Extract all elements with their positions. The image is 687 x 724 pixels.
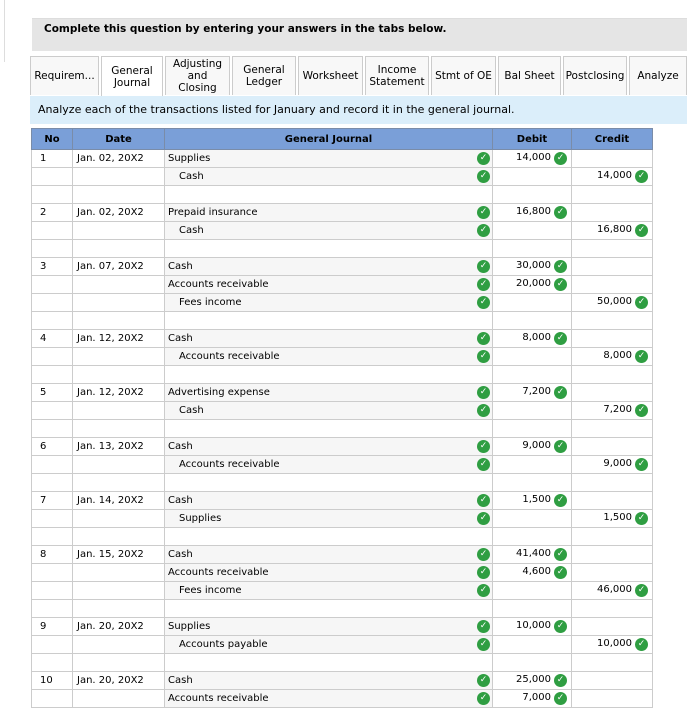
- spacer-cell: [73, 654, 165, 672]
- entry-date: [73, 402, 165, 420]
- account-cell[interactable]: [165, 276, 493, 294]
- account-name: Cash: [168, 549, 193, 560]
- debit-amount: 4,600: [522, 566, 551, 577]
- account-name: Fees income: [179, 297, 242, 308]
- check-circle-icon: ✓: [554, 278, 567, 291]
- spacer-cell: [572, 474, 653, 492]
- debit-amount: 41,400: [516, 548, 551, 559]
- tab-stmt-of-oe[interactable]: Stmt of OE: [431, 56, 496, 95]
- table-row: [32, 546, 653, 564]
- spacer-cell: [493, 186, 572, 204]
- spacer-cell: [493, 240, 572, 258]
- account-name: Cash: [179, 171, 204, 182]
- check-circle-icon: ✓: [635, 404, 648, 417]
- check-circle-icon: ✓: [635, 458, 648, 471]
- credit-cell[interactable]: [572, 276, 653, 294]
- check-circle-icon: ✓: [554, 260, 567, 273]
- account-cell[interactable]: [165, 672, 493, 690]
- account-name: Prepaid insurance: [168, 207, 258, 218]
- credit-amount: 14,000: [597, 170, 632, 181]
- table-row: [32, 456, 653, 474]
- spacer-cell: [165, 474, 493, 492]
- entry-number: 2: [32, 204, 73, 222]
- table-row: [32, 438, 653, 456]
- debit-amount: 14,000: [516, 152, 551, 163]
- tab-analyze[interactable]: Analyze: [629, 56, 687, 95]
- entry-number: [32, 690, 73, 708]
- debit-amount: 16,800: [516, 206, 551, 217]
- tab-general-ledger[interactable]: General Ledger: [232, 56, 296, 95]
- check-circle-icon: ✓: [477, 278, 490, 291]
- credit-cell[interactable]: [572, 438, 653, 456]
- check-circle-icon: ✓: [477, 494, 490, 507]
- account-cell[interactable]: [165, 546, 493, 564]
- spacer-cell: [493, 474, 572, 492]
- entry-number: [32, 168, 73, 186]
- account-cell[interactable]: [165, 168, 493, 186]
- spacer-cell: [165, 312, 493, 330]
- check-circle-icon: ✓: [554, 206, 567, 219]
- debit-cell[interactable]: [493, 492, 572, 510]
- check-circle-icon: ✓: [635, 350, 648, 363]
- entry-number: [32, 456, 73, 474]
- entry-number: [32, 402, 73, 420]
- credit-amount: 50,000: [597, 296, 632, 307]
- entry-date: Jan. 20, 20X2: [73, 618, 165, 636]
- entry-number: [32, 582, 73, 600]
- account-cell[interactable]: [165, 258, 493, 276]
- entry-date: [73, 168, 165, 186]
- account-name: Cash: [168, 675, 193, 686]
- tab-income-statement[interactable]: Income Statement: [365, 56, 429, 95]
- spacer-cell: [572, 600, 653, 618]
- debit-amount: 20,000: [516, 278, 551, 289]
- spacer-cell: [572, 366, 653, 384]
- check-circle-icon: ✓: [554, 386, 567, 399]
- debit-amount: 7,200: [522, 386, 551, 397]
- spacer-cell: [165, 240, 493, 258]
- entry-number: 5: [32, 384, 73, 402]
- table-row: [32, 348, 653, 366]
- debit-cell[interactable]: [493, 150, 572, 168]
- credit-cell[interactable]: [572, 204, 653, 222]
- tab-requirements[interactable]: Requirem...: [30, 56, 99, 95]
- check-circle-icon: ✓: [477, 404, 490, 417]
- table-row: [32, 384, 653, 402]
- entry-number: [32, 222, 73, 240]
- debit-cell[interactable]: [493, 402, 572, 420]
- debit-cell[interactable]: [493, 348, 572, 366]
- debit-cell[interactable]: [493, 168, 572, 186]
- account-cell[interactable]: [165, 564, 493, 582]
- debit-cell[interactable]: [493, 276, 572, 294]
- table-row: [32, 204, 653, 222]
- account-cell[interactable]: [165, 294, 493, 312]
- spacer-cell: [32, 312, 73, 330]
- entry-number: 10: [32, 672, 73, 690]
- debit-amount: 30,000: [516, 260, 551, 271]
- table-row: [32, 672, 653, 690]
- spacer-cell: [493, 312, 572, 330]
- check-circle-icon: ✓: [554, 566, 567, 579]
- table-row: [32, 294, 653, 312]
- account-cell[interactable]: [165, 582, 493, 600]
- credit-cell[interactable]: [572, 456, 653, 474]
- question-banner: [32, 18, 687, 51]
- spacer-row: [32, 474, 653, 492]
- credit-cell[interactable]: [572, 546, 653, 564]
- tab-adjusting-closing[interactable]: Adjusting and Closing: [165, 56, 230, 95]
- spacer-cell: [73, 420, 165, 438]
- spacer-row: [32, 420, 653, 438]
- debit-amount: 8,000: [522, 332, 551, 343]
- credit-amount: 46,000: [597, 584, 632, 595]
- check-circle-icon: ✓: [477, 224, 490, 237]
- tab-worksheet[interactable]: Worksheet: [298, 56, 363, 95]
- spacer-cell: [572, 528, 653, 546]
- credit-cell[interactable]: [572, 492, 653, 510]
- check-circle-icon: ✓: [477, 566, 490, 579]
- debit-cell[interactable]: [493, 582, 572, 600]
- entry-number: 9: [32, 618, 73, 636]
- check-circle-icon: ✓: [477, 170, 490, 183]
- check-circle-icon: ✓: [635, 224, 648, 237]
- debit-cell[interactable]: [493, 222, 572, 240]
- credit-cell[interactable]: [572, 294, 653, 312]
- entry-number: 7: [32, 492, 73, 510]
- account-name: Accounts receivable: [179, 459, 280, 470]
- debit-cell[interactable]: [493, 258, 572, 276]
- check-circle-icon: ✓: [477, 692, 490, 705]
- check-circle-icon: ✓: [477, 674, 490, 687]
- credit-cell[interactable]: [572, 690, 653, 708]
- credit-amount: 1,500: [603, 512, 632, 523]
- account-name: Cash: [168, 261, 193, 272]
- check-circle-icon: ✓: [635, 638, 648, 651]
- account-cell[interactable]: [165, 348, 493, 366]
- account-name: Advertising expense: [168, 387, 270, 398]
- entry-number: [32, 636, 73, 654]
- entry-number: [32, 348, 73, 366]
- debit-cell[interactable]: [493, 204, 572, 222]
- table-row: [32, 492, 653, 510]
- account-cell[interactable]: [165, 510, 493, 528]
- check-circle-icon: ✓: [477, 458, 490, 471]
- check-circle-icon: ✓: [635, 512, 648, 525]
- credit-cell[interactable]: [572, 222, 653, 240]
- spacer-row: [32, 654, 653, 672]
- left-frame-edge: [0, 0, 5, 62]
- credit-cell[interactable]: [572, 150, 653, 168]
- entry-number: 6: [32, 438, 73, 456]
- credit-amount: 8,000: [603, 350, 632, 361]
- check-circle-icon: ✓: [477, 206, 490, 219]
- check-circle-icon: ✓: [554, 440, 567, 453]
- spacer-cell: [32, 366, 73, 384]
- entry-date: Jan. 02, 20X2: [73, 150, 165, 168]
- header-no: No: [32, 129, 73, 150]
- spacer-cell: [493, 366, 572, 384]
- debit-amount: 9,000: [522, 440, 551, 451]
- account-cell[interactable]: [165, 492, 493, 510]
- debit-cell[interactable]: [493, 456, 572, 474]
- account-cell[interactable]: [165, 636, 493, 654]
- account-name: Cash: [179, 225, 204, 236]
- check-circle-icon: ✓: [477, 260, 490, 273]
- account-name: Cash: [168, 333, 193, 344]
- check-circle-icon: ✓: [477, 620, 490, 633]
- account-cell[interactable]: [165, 384, 493, 402]
- check-circle-icon: ✓: [554, 548, 567, 561]
- general-journal-table: [31, 128, 653, 708]
- account-cell[interactable]: [165, 150, 493, 168]
- table-row: [32, 690, 653, 708]
- spacer-cell: [165, 528, 493, 546]
- account-cell[interactable]: [165, 456, 493, 474]
- debit-amount: 25,000: [516, 674, 551, 685]
- debit-cell[interactable]: [493, 294, 572, 312]
- account-name: Supplies: [168, 621, 211, 632]
- account-name: Accounts receivable: [168, 279, 269, 290]
- check-circle-icon: ✓: [554, 332, 567, 345]
- spacer-row: [32, 240, 653, 258]
- credit-cell[interactable]: [572, 330, 653, 348]
- debit-cell[interactable]: [493, 546, 572, 564]
- entry-number: [32, 564, 73, 582]
- spacer-cell: [572, 420, 653, 438]
- account-cell[interactable]: [165, 330, 493, 348]
- entry-date: [73, 276, 165, 294]
- account-name: Accounts payable: [179, 639, 268, 650]
- spacer-cell: [73, 186, 165, 204]
- entry-number: [32, 294, 73, 312]
- check-circle-icon: ✓: [554, 620, 567, 633]
- table-row: [32, 150, 653, 168]
- entry-date: [73, 510, 165, 528]
- account-name: Supplies: [179, 513, 222, 524]
- entry-number: 3: [32, 258, 73, 276]
- debit-cell[interactable]: [493, 564, 572, 582]
- account-name: Accounts receivable: [168, 567, 269, 578]
- banner-text: Complete this question by entering your answers in the tabs below.: [44, 23, 447, 35]
- entry-number: [32, 276, 73, 294]
- table-row: [32, 636, 653, 654]
- check-circle-icon: ✓: [554, 152, 567, 165]
- entry-date: Jan. 12, 20X2: [73, 384, 165, 402]
- entry-date: [73, 582, 165, 600]
- spacer-cell: [32, 186, 73, 204]
- check-circle-icon: ✓: [477, 584, 490, 597]
- entry-date: [73, 222, 165, 240]
- spacer-cell: [493, 420, 572, 438]
- spacer-cell: [73, 240, 165, 258]
- header-date: Date: [73, 129, 165, 150]
- entry-date: [73, 564, 165, 582]
- credit-cell[interactable]: [572, 168, 653, 186]
- spacer-cell: [165, 654, 493, 672]
- entry-date: Jan. 12, 20X2: [73, 330, 165, 348]
- account-cell[interactable]: [165, 690, 493, 708]
- entry-date: [73, 348, 165, 366]
- spacer-row: [32, 528, 653, 546]
- entry-date: [73, 456, 165, 474]
- table-header-row: [32, 129, 653, 150]
- account-cell[interactable]: [165, 402, 493, 420]
- entry-number: 4: [32, 330, 73, 348]
- account-cell[interactable]: [165, 618, 493, 636]
- debit-cell[interactable]: [493, 384, 572, 402]
- credit-cell[interactable]: [572, 384, 653, 402]
- spacer-cell: [73, 528, 165, 546]
- debit-amount: 10,000: [516, 620, 551, 631]
- spacer-cell: [572, 312, 653, 330]
- spacer-cell: [165, 600, 493, 618]
- debit-cell[interactable]: [493, 690, 572, 708]
- table-row: [32, 510, 653, 528]
- spacer-row: [32, 186, 653, 204]
- tab-bal-sheet[interactable]: Bal Sheet: [498, 56, 561, 95]
- spacer-cell: [73, 600, 165, 618]
- credit-amount: 9,000: [603, 458, 632, 469]
- journal-body: [32, 150, 653, 708]
- table-row: [32, 258, 653, 276]
- credit-amount: 10,000: [597, 638, 632, 649]
- entry-number: [32, 510, 73, 528]
- spacer-cell: [493, 528, 572, 546]
- credit-cell[interactable]: [572, 618, 653, 636]
- debit-cell[interactable]: [493, 438, 572, 456]
- spacer-cell: [165, 186, 493, 204]
- instruction-bar: [30, 96, 687, 124]
- credit-cell[interactable]: [572, 564, 653, 582]
- debit-amount: 1,500: [522, 494, 551, 505]
- debit-cell[interactable]: [493, 672, 572, 690]
- header-credit: Credit: [572, 129, 653, 150]
- check-circle-icon: ✓: [477, 296, 490, 309]
- check-circle-icon: ✓: [477, 386, 490, 399]
- table-row: [32, 276, 653, 294]
- spacer-cell: [32, 240, 73, 258]
- entry-date: [73, 690, 165, 708]
- spacer-cell: [32, 528, 73, 546]
- account-cell[interactable]: [165, 438, 493, 456]
- entry-number: 8: [32, 546, 73, 564]
- spacer-row: [32, 312, 653, 330]
- account-name: Accounts receivable: [179, 351, 280, 362]
- check-circle-icon: ✓: [477, 638, 490, 651]
- instruction-text: Analyze each of the transactions listed for January and record it in the general journal.: [38, 103, 515, 116]
- tab-postclosing[interactable]: Postclosing: [563, 56, 627, 95]
- spacer-cell: [32, 654, 73, 672]
- account-name: Accounts receivable: [168, 693, 269, 704]
- check-circle-icon: ✓: [477, 350, 490, 363]
- credit-cell[interactable]: [572, 348, 653, 366]
- account-name: Cash: [179, 405, 204, 416]
- table-row: [32, 168, 653, 186]
- spacer-cell: [73, 474, 165, 492]
- account-name: Cash: [168, 441, 193, 452]
- account-cell[interactable]: [165, 204, 493, 222]
- account-name: Cash: [168, 495, 193, 506]
- entry-date: Jan. 13, 20X2: [73, 438, 165, 456]
- entry-date: [73, 294, 165, 312]
- check-circle-icon: ✓: [554, 692, 567, 705]
- credit-cell[interactable]: [572, 510, 653, 528]
- entry-date: Jan. 20, 20X2: [73, 672, 165, 690]
- check-circle-icon: ✓: [554, 494, 567, 507]
- spacer-cell: [73, 312, 165, 330]
- credit-cell[interactable]: [572, 636, 653, 654]
- account-cell[interactable]: [165, 222, 493, 240]
- check-circle-icon: ✓: [477, 440, 490, 453]
- spacer-cell: [572, 654, 653, 672]
- credit-cell[interactable]: [572, 258, 653, 276]
- credit-amount: 16,800: [597, 224, 632, 235]
- credit-cell[interactable]: [572, 672, 653, 690]
- check-circle-icon: ✓: [477, 548, 490, 561]
- entry-date: Jan. 02, 20X2: [73, 204, 165, 222]
- spacer-row: [32, 600, 653, 618]
- account-name: Supplies: [168, 153, 211, 164]
- debit-cell[interactable]: [493, 330, 572, 348]
- check-circle-icon: ✓: [635, 584, 648, 597]
- spacer-cell: [32, 600, 73, 618]
- spacer-cell: [493, 654, 572, 672]
- table-row: [32, 402, 653, 420]
- entry-date: Jan. 07, 20X2: [73, 258, 165, 276]
- spacer-cell: [165, 420, 493, 438]
- check-circle-icon: ✓: [477, 512, 490, 525]
- credit-amount: 7,200: [603, 404, 632, 415]
- tab-bar: [30, 56, 687, 97]
- table-row: [32, 618, 653, 636]
- debit-cell[interactable]: [493, 618, 572, 636]
- account-name: Fees income: [179, 585, 242, 596]
- table-row: [32, 330, 653, 348]
- header-general-journal: General Journal: [165, 129, 493, 150]
- check-circle-icon: ✓: [477, 332, 490, 345]
- check-circle-icon: ✓: [635, 170, 648, 183]
- check-circle-icon: ✓: [554, 674, 567, 687]
- spacer-cell: [165, 366, 493, 384]
- entry-number: 1: [32, 150, 73, 168]
- entry-date: Jan. 14, 20X2: [73, 492, 165, 510]
- spacer-cell: [572, 186, 653, 204]
- entry-date: [73, 636, 165, 654]
- debit-cell[interactable]: [493, 636, 572, 654]
- table-row: [32, 564, 653, 582]
- check-circle-icon: ✓: [477, 152, 490, 165]
- spacer-cell: [572, 240, 653, 258]
- header-debit: Debit: [493, 129, 572, 150]
- entry-date: Jan. 15, 20X2: [73, 546, 165, 564]
- spacer-cell: [32, 420, 73, 438]
- credit-cell[interactable]: [572, 582, 653, 600]
- spacer-cell: [493, 600, 572, 618]
- table-row: [32, 582, 653, 600]
- credit-cell[interactable]: [572, 402, 653, 420]
- spacer-row: [32, 366, 653, 384]
- table-row: [32, 222, 653, 240]
- spacer-cell: [73, 366, 165, 384]
- debit-amount: 7,000: [522, 692, 551, 703]
- debit-cell[interactable]: [493, 510, 572, 528]
- tab-general-journal[interactable]: General Journal: [101, 56, 163, 96]
- check-circle-icon: ✓: [635, 296, 648, 309]
- spacer-cell: [32, 474, 73, 492]
